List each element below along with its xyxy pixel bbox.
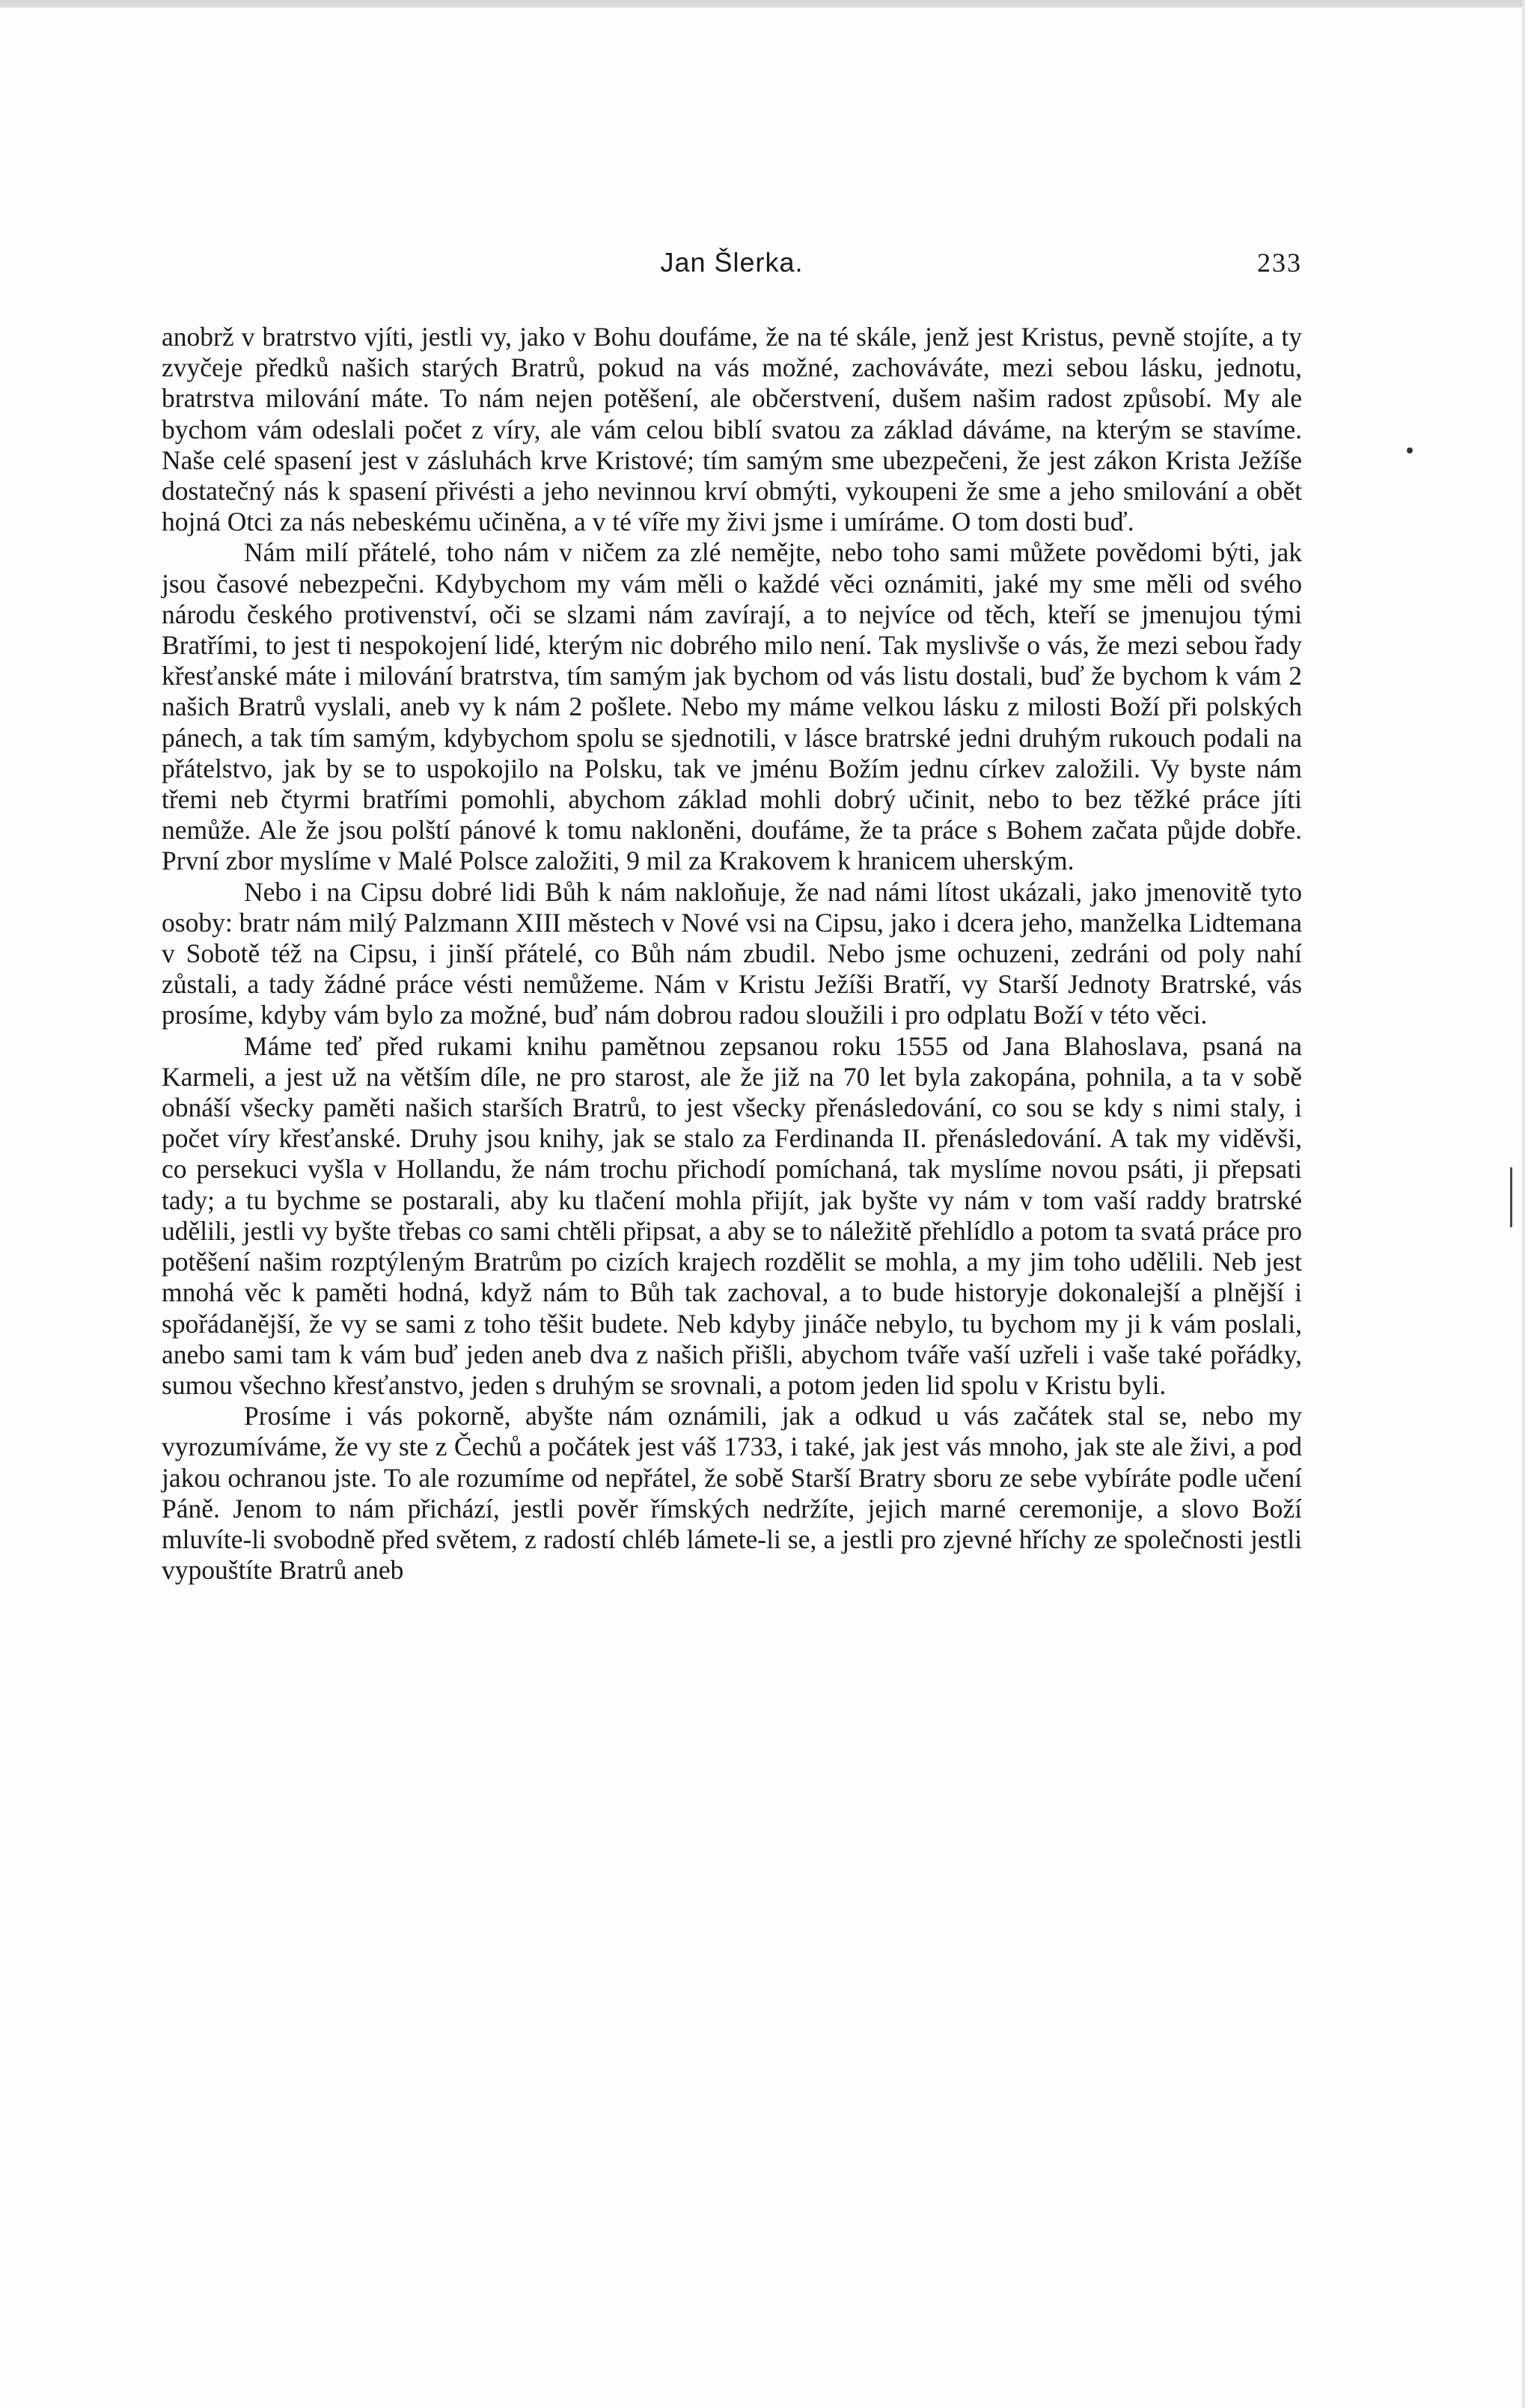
page-header xyxy=(162,247,1302,292)
paragraph-2: Nám milí přátelé, toho nám v ničem za zlé nemějte, nebo toho sami můžete povědomi býti, jak jsou časové nebezpečni. Kdybychom my vám měli o každé věci oznámiti, jaké my sme měli od svého národu českého protivenství, oči se slzami nám zavírají, a to nejvíce od těch, kteří se jmenujou tými Bratřími, to jest ti nespokojení lidé, kterým nic dobrého milo není. Tak myslivše o vás, že mezi sebou řady křesťanské máte i milování bratrstva, tím samým jak bychom od vás listu dostali, buď že bychom k vám 2 našich Bratrů vyslali, aneb vy k nám 2 pošlete. Nebo my máme velkou lásku z milosti Boží při polských pánech, a tak tím samým, kdybychom spolu se sjednotili, v lásce bratrské jedni druhým rukouch podali na přátelstvo, jak by se to uspokojilo na Polsku, tak ve jménu Božím jednu církev založili. Vy byste nám třemi neb čtyrmi bratřími pomohli, abychom základ mohli dobrý učinit, nebo to bez těžké práce jíti nemůže. Ale že jsou polští pánové k tomu nakloněni, doufáme, že ta práce s Bohem začata půjde dobře. První zbor myslíme v Malé Polsce založiti, 9 mil za Krakovem k hranicem uherským. xyxy=(162,537,1302,876)
scan-edge-top xyxy=(0,0,1525,7)
running-title: Jan Šlerka. xyxy=(660,247,804,278)
body-text xyxy=(162,322,1302,1586)
paragraph-3: Nebo i na Cipsu dobré lidi Bůh k nám nakloňuje, že nad námi lítost ukázali, jako jmenovitě tyto osoby: bratr nám milý Palzmann XIII městech v Nové vsi na Cipsu, jako i dcera jeho, manželka Lidtemana v Sobotě též na Cipsu, i jinší přátelé, co Bůh nám zbudil. Nebo jsme ochuzeni, zedráni od poly nahí zůstali, a tady žádné práce vésti nemůžeme. Nám v Kristu Ježíši Bratří, vy Starší Jednoty Bratrské, vás prosíme, kdyby vám bylo za možné, buď nám dobrou radou sloužili i pro odplatu Boží v této věci. xyxy=(162,876,1302,1030)
paragraph-4: Máme teď před rukami knihu pamětnou zepsanou roku 1555 od Jana Blahoslava, psaná na Karmeli, a jest už na větším díle, ne pro starost, ale že již na 70 let byla zakopána, pohnila, a ta v sobě obnáší všecky paměti našich starších Bratrů, to jest všecky přenásledování, co sou se kdy s nimi staly, i počet víry křesťanské. Druhy jsou knihy, jak se stalo za Ferdinanda II. přenásledování. A tak my viděvši, co persekuci vyšla v Hollandu, že nám trochu přichodí pomíchaná, tak myslíme novou psáti, ji přepsati tady; a tu bychme se postarali, aby ku tlačení mohla přijít, jak byšte vy nám v tom vaší raddy bratrské udělili, jestli vy byšte třebas co sami chtěli připsat, a aby se to náležitě přehlídlo a potom ta svatá práce pro potěšení našim rozptýleným Bratrům po cizích krajech rozdělit se mohla, a my jim toho udělili. Neb jest mnohá věc k paměti hodná, když nám to Bůh tak zachoval, a to bude historyje dokonalejší a plnější i spořádanější, že vy se sami z toho těšit budete. Neb kdyby jináče nebylo, tu bychom my ji k vám poslali, anebo sami tam k vám buď jeden aneb dva z našich přišli, abychom tváře vaší uzřeli i vaše také pořádky, sumou všechno křesťanstvo, jeden s druhým se srovnali, a potom jeden lid spolu v Kristu byli. xyxy=(162,1030,1302,1400)
page-number: 233 xyxy=(1257,248,1302,278)
margin-pencil-mark xyxy=(1510,1167,1512,1227)
margin-dot-mark xyxy=(1407,447,1413,453)
paragraph-1: anobrž v bratrstvo vjíti, jestli vy, jako v Bohu doufáme, že na té skále, jenž jest Kristus, pevně stojíte, a ty zvyčeje předků našich starých Bratrů, pokud na vás možné, zachováváte, mezi sebou lásku, jednotu, bratrstva milování máte. To nám nejen potěšení, ale občerstvení, dušem našim radost způsobí. My ale bychom vám odeslali počet z víry, ale vám celou biblí svatou za základ dáváme, na kterým se stavíme. Naše celé spasení jest v zásluhách krve Kristové; tím samým sme ubezpečeni, že jest zákon Krista Ježíše dostatečný nás k spasení přivésti a jeho nevinnou krví obmýti, vykoupeni že sme a jeho smilování a obět hojná Otci za nás nebeskému učiněna, a v té víře my živi jsme i umíráme. O tom dosti buď. xyxy=(162,322,1302,537)
paragraph-5: Prosíme i vás pokorně, abyšte nám oznámili, jak a odkud u vás začátek stal se, nebo my vyrozumíváme, že vy ste z Čechů a počátek jest váš 1733, i také, jak jest vás mnoho, jak ste ale živi, a pod jakou ochranou jste. To ale rozumíme od nepřátel, že sobě Starší Bratry sboru ze sebe vybíráte podle učení Páně. Jenom to nám přichází, jestli pověr římských nedržíte, jejich marné ceremonije, a slovo Boží mluvíte-li svobodně před světem, z radostí chléb lámete-li se, a jestli pro zjevné hříchy ze společnosti jestli vypouštíte Bratrů aneb xyxy=(162,1401,1302,1586)
scan-edge-right xyxy=(1522,0,1525,2408)
